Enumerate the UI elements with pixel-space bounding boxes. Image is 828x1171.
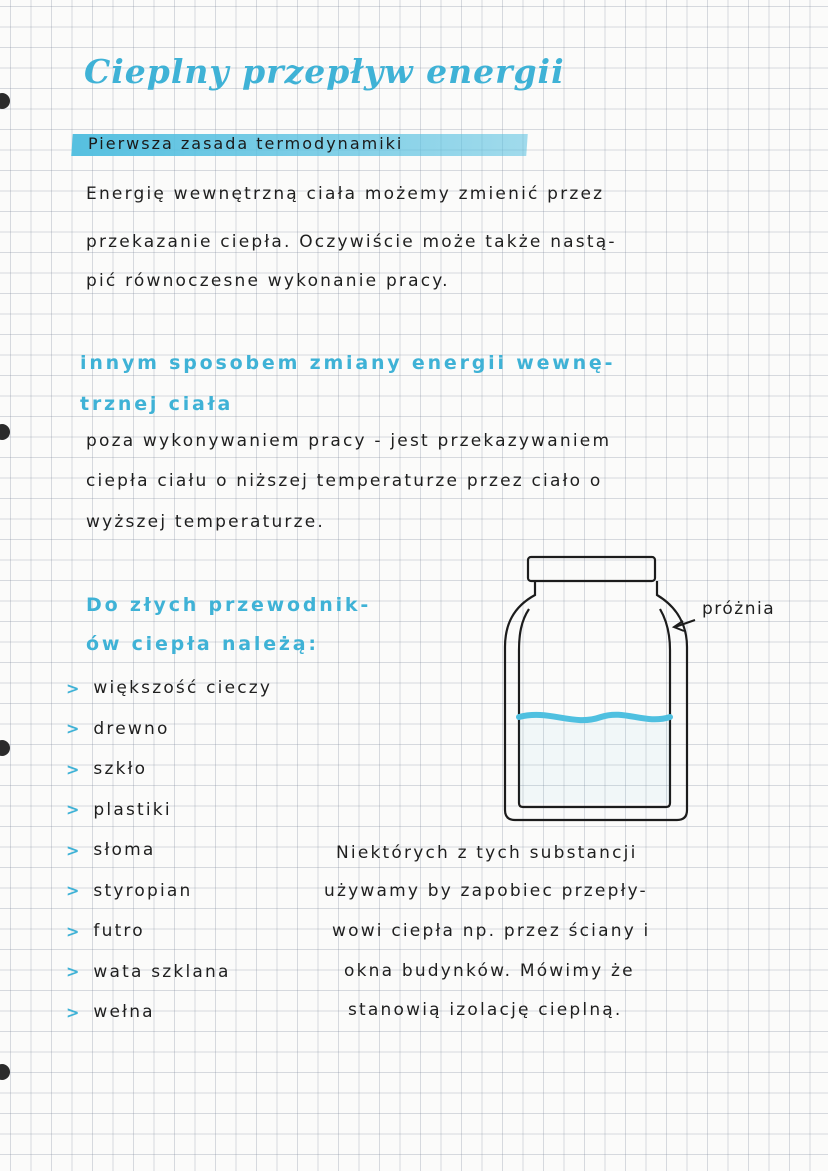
list-item: > szkło [66,759,148,780]
paragraph2-line: wyższej temperaturze. [86,512,326,532]
chevron-right-icon: > [66,800,82,820]
chevron-right-icon: > [66,881,82,901]
list-item: > drewno [66,718,170,739]
subtitle: Pierwsza zasada termodynamiki [88,134,404,153]
flask-lid [528,557,655,581]
paragraph3-line: Niektórych z tych substancji [336,843,638,863]
flask-liquid [519,715,670,803]
binder-hole [0,424,10,440]
paragraph3-line: używamy by zapobiec przepły- [324,881,648,901]
vacuum-label: próżnia [702,599,776,619]
list-item: > styropian [66,880,193,901]
paragraph2-line: ciepła ciału o niższej temperaturze przez ciało o [86,471,603,491]
list-item: > większość cieczy [66,678,273,699]
list-item: > wata szklana [66,961,231,982]
binder-hole [0,93,10,109]
binder-hole [0,1064,10,1080]
list-heading: ów ciepła należą: [86,633,319,655]
paragraph2-line: poza wykonywaniem pracy - jest przekazywaniem [86,431,612,451]
paragraph3-line: stanowią izolację cieplną. [348,1000,623,1020]
list-item: > plastiki [66,799,172,820]
chevron-right-icon: > [66,678,82,698]
binder-hole [0,740,10,756]
page-title: Cieplny przepływ energii [84,52,565,91]
list-heading: Do złych przewodnik- [86,594,372,616]
chevron-right-icon: > [66,759,82,779]
paragraph1-line: Energię wewnętrzną ciała możemy zmienić przez [86,184,605,204]
paragraph1-line: pić równoczesne wykonanie pracy. [86,271,450,291]
section-heading: innym sposobem zmiany energii wewnę- [80,352,616,374]
chevron-right-icon: > [66,840,82,860]
chevron-right-icon: > [66,719,82,739]
vacuum-flask-diagram [495,555,700,830]
chevron-right-icon: > [66,1002,82,1022]
paragraph3-line: okna budynków. Mówimy że [344,961,635,981]
list-item: > futro [66,921,145,942]
list-item: > słoma [66,840,156,861]
paragraph3-line: wowi ciepła np. przez ściany i [332,921,651,941]
list-item: > wełna [66,1002,155,1023]
paragraph1-line: przekazanie ciepła. Oczywiście może także nastą- [86,232,617,252]
chevron-right-icon: > [66,921,82,941]
chevron-right-icon: > [66,962,82,982]
conductor-list [66,668,272,1033]
section-heading: trznej ciała [80,393,234,415]
